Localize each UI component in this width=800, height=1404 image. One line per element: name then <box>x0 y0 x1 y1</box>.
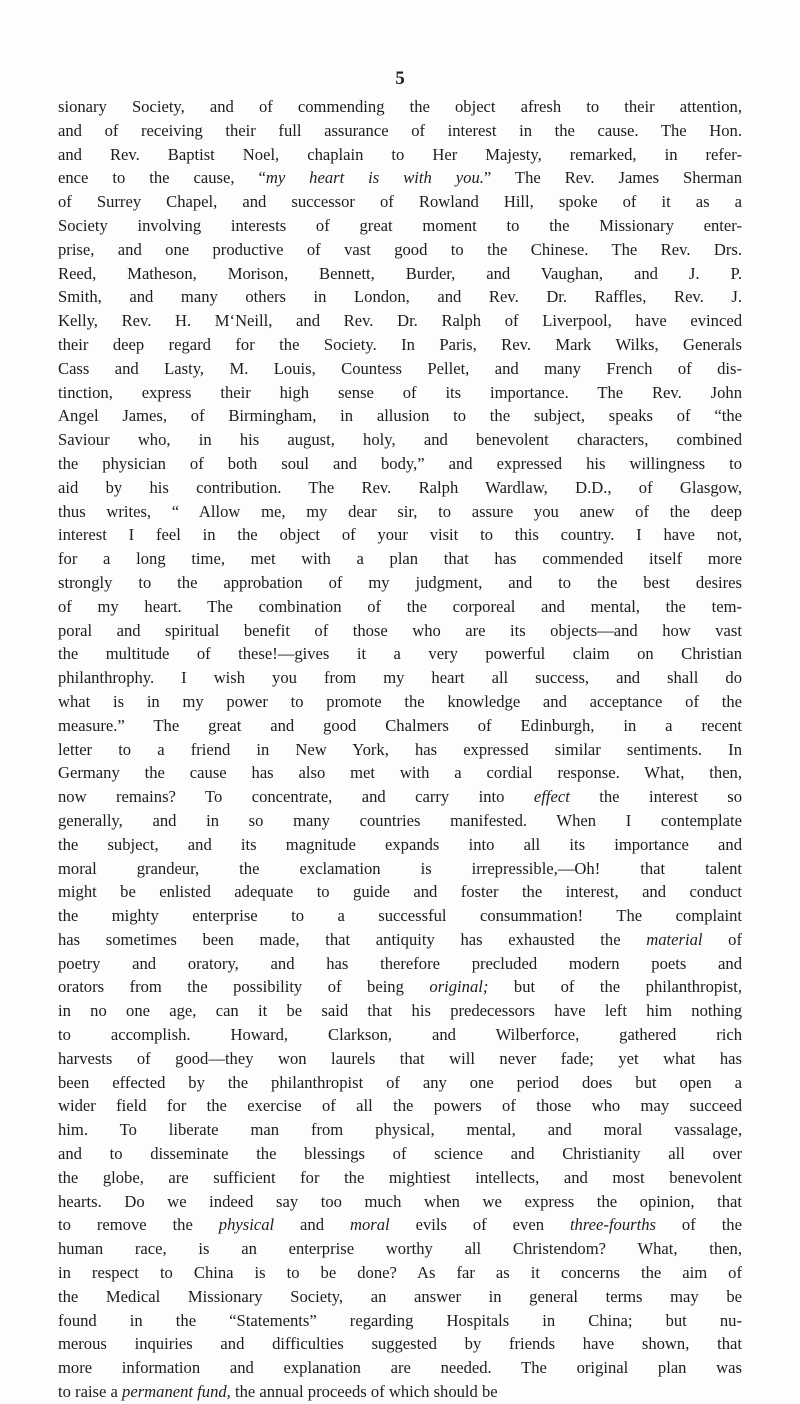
text-line: to raise a permanent fund, the annual proceeds of which should be <box>58 1382 498 1402</box>
text-line: and to disseminate the blessings of science and Christianity all over <box>58 1144 742 1164</box>
text-line: the mighty enterprise to a successful consummation! The complaint <box>58 906 742 926</box>
text-line: the physician of both soul and body,” and expressed his willingness to <box>58 453 742 473</box>
text-line: Germany the cause has also met with a cordial response. What, then, <box>58 763 742 783</box>
text-line: the subject, and its magnitude expands into all its importance and <box>58 834 742 854</box>
text-line: tinction, express their high sense of its importance. The Rev. John <box>58 382 742 402</box>
text-line: the globe, are sufficient for the mightiest intellects, and most benevolent <box>58 1167 742 1187</box>
text-line: philanthrophy. I wish you from my heart all success, and shall do <box>58 668 742 688</box>
text-line: wider field for the exercise of all the powers of those who may succeed <box>58 1096 742 1116</box>
body-text <box>58 95 742 1404</box>
page-number: 5 <box>395 68 405 89</box>
text-line: orators from the possibility of being original; but of the philanthropist, <box>58 977 742 997</box>
text-line: hearts. Do we indeed say too much when we express the opinion, that <box>58 1191 742 1211</box>
text-line: and of receiving their full assurance of interest in the cause. The Hon. <box>58 120 742 140</box>
text-line: interest I feel in the object of your visit to this country. I have not, <box>58 525 742 545</box>
text-line: in respect to China is to be done? As far as it concerns the aim of <box>58 1263 742 1283</box>
text-line: their deep regard for the Society. In Paris, Rev. Mark Wilks, Generals <box>58 334 742 354</box>
text-line: ence to the cause, “my heart is with you.” The Rev. James Sherman <box>58 168 742 188</box>
text-line: in no one age, can it be said that his predecessors have left him nothing <box>58 1001 742 1021</box>
text-line: what is in my power to promote the knowledge and acceptance of the <box>58 691 742 711</box>
text-line: more information and explanation are needed. The original plan was <box>58 1358 742 1378</box>
text-line: now remains? To concentrate, and carry into effect the interest so <box>58 787 742 807</box>
text-line: of my heart. The combination of the corporeal and mental, the tem- <box>58 596 742 616</box>
text-line: has sometimes been made, that antiquity has exhausted the material of <box>58 929 742 949</box>
text-line: Society involving interests of great moment to the Missionary enter- <box>58 215 742 235</box>
text-line: to remove the physical and moral evils of even three-fourths of the <box>58 1215 742 1235</box>
text-line: moral grandeur, the exclamation is irrepressible,—Oh! that talent <box>58 858 742 878</box>
text-line: aid by his contribution. The Rev. Ralph Wardlaw, D.D., of Glasgow, <box>58 477 742 497</box>
text-line: strongly to the approbation of my judgment, and to the best desires <box>58 572 742 592</box>
text-line: him. To liberate man from physical, mental, and moral vassalage, <box>58 1120 742 1140</box>
text-line: the multitude of these!—gives it a very powerful claim on Christian <box>58 644 742 664</box>
text-line: thus writes, “ Allow me, my dear sir, to assure you anew of the deep <box>58 501 742 521</box>
text-line: letter to a friend in New York, has expressed similar sentiments. In <box>58 739 742 759</box>
text-line: generally, and in so many countries manifested. When I contemplate <box>58 810 742 830</box>
text-line: might be enlisted adequate to guide and foster the interest, and conduct <box>58 882 742 902</box>
text-line: Smith, and many others in London, and Rev. Dr. Raffles, Rev. J. <box>58 287 742 307</box>
text-line: measure.” The great and good Chalmers of Edinburgh, in a recent <box>58 715 742 735</box>
text-line: prise, and one productive of vast good to the Chinese. The Rev. Drs. <box>58 239 742 259</box>
text-line: merous inquiries and difficulties suggested by friends have shown, that <box>58 1334 742 1354</box>
text-line: the Medical Missionary Society, an answer in general terms may be <box>58 1286 742 1306</box>
text-line: poetry and oratory, and has therefore precluded modern poets and <box>58 953 742 973</box>
text-line: for a long time, met with a plan that has commended itself more <box>58 549 742 569</box>
text-line: human race, is an enterprise worthy all Christendom? What, then, <box>58 1239 742 1259</box>
text-line: harvests of good—they won laurels that will never fade; yet what has <box>58 1048 742 1068</box>
text-line: and Rev. Baptist Noel, chaplain to Her Majesty, remarked, in refer- <box>58 144 742 164</box>
text-line: Kelly, Rev. H. M‘Neill, and Rev. Dr. Ralph of Liverpool, have evinced <box>58 311 742 331</box>
text-line: found in the “Statements” regarding Hospitals in China; but nu- <box>58 1310 742 1330</box>
text-line: sionary Society, and of commending the object afresh to their attention, <box>58 97 742 116</box>
text-line: Saviour who, in his august, holy, and benevolent characters, combined <box>58 430 742 450</box>
text-line: poral and spiritual benefit of those who are its objects—and how vast <box>58 620 742 640</box>
text-line: Reed, Matheson, Morison, Bennett, Burder, and Vaughan, and J. P. <box>58 263 742 283</box>
text-line: Angel James, of Birmingham, in allusion to the subject, speaks of “the <box>58 406 742 426</box>
text-line: of Surrey Chapel, and successor of Rowland Hill, spoke of it as a <box>58 192 742 212</box>
text-line: Cass and Lasty, M. Louis, Countess Pellet, and many French of dis- <box>58 358 742 378</box>
text-line: been effected by the philanthropist of any one period does but open a <box>58 1072 742 1092</box>
text-line: to accomplish. Howard, Clarkson, and Wilberforce, gathered rich <box>58 1025 742 1045</box>
